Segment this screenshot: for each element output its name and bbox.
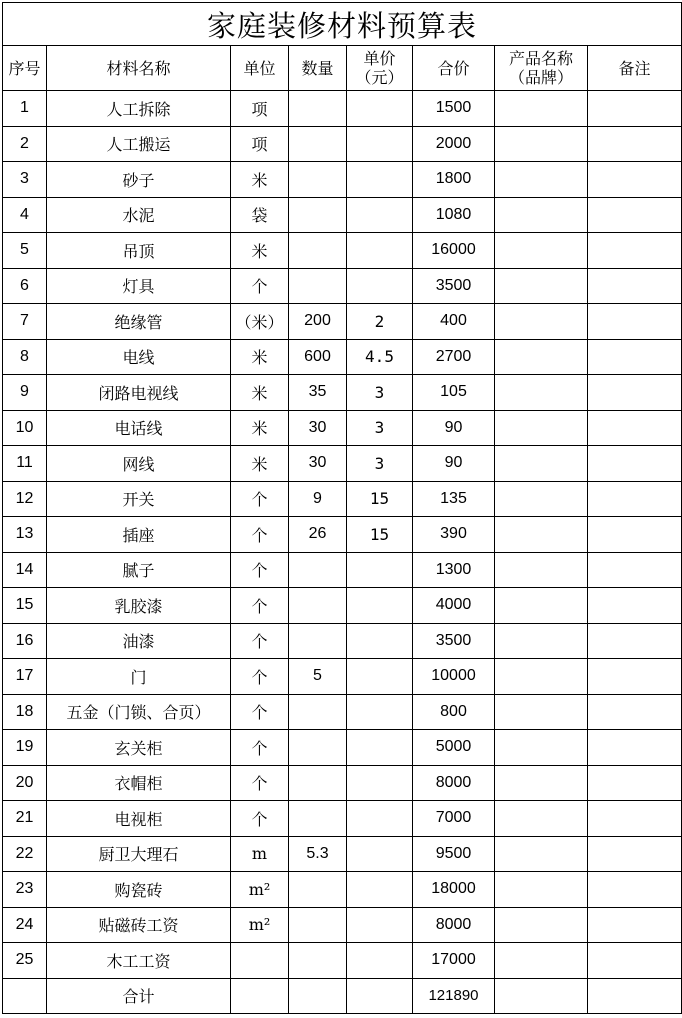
quantity-cell bbox=[289, 197, 347, 233]
row-index-cell: 6 bbox=[3, 268, 47, 304]
table-row bbox=[3, 872, 682, 908]
remark-cell bbox=[588, 588, 682, 624]
remark-cell bbox=[588, 907, 682, 943]
header-brand: 产品名称（品牌） bbox=[495, 46, 588, 91]
unit-price-cell bbox=[347, 872, 413, 908]
unit-cell: 个 bbox=[231, 517, 289, 553]
remark-cell bbox=[588, 836, 682, 872]
table-body bbox=[3, 91, 682, 979]
material-name-cell: 厨卫大理石 bbox=[47, 836, 231, 872]
remark-cell bbox=[588, 197, 682, 233]
table-row bbox=[3, 552, 682, 588]
row-index-cell: 9 bbox=[3, 375, 47, 411]
brand-cell bbox=[495, 446, 588, 482]
total-price-cell: 8000 bbox=[413, 765, 495, 801]
quantity-cell bbox=[289, 126, 347, 162]
brand-cell bbox=[495, 162, 588, 198]
material-name-cell: 贴磁砖工资 bbox=[47, 907, 231, 943]
table-row bbox=[3, 943, 682, 979]
unit-price-cell bbox=[347, 268, 413, 304]
table-row bbox=[3, 91, 682, 127]
table-row bbox=[3, 481, 682, 517]
header-total: 合价 bbox=[413, 46, 495, 91]
remark-cell bbox=[588, 730, 682, 766]
table-row bbox=[3, 268, 682, 304]
unit-price-cell bbox=[347, 588, 413, 624]
remark-cell bbox=[588, 517, 682, 553]
summary-price-cell bbox=[347, 978, 413, 1014]
table-row bbox=[3, 623, 682, 659]
remark-cell bbox=[588, 339, 682, 375]
brand-cell bbox=[495, 623, 588, 659]
total-price-cell: 1300 bbox=[413, 552, 495, 588]
unit-cell: 米 bbox=[231, 375, 289, 411]
row-index-cell: 24 bbox=[3, 907, 47, 943]
unit-cell: 个 bbox=[231, 659, 289, 695]
material-name-cell: 闭路电视线 bbox=[47, 375, 231, 411]
row-index-cell: 1 bbox=[3, 91, 47, 127]
budget-table bbox=[2, 2, 682, 1014]
table-row bbox=[3, 233, 682, 269]
summary-index-cell bbox=[3, 978, 47, 1014]
brand-cell bbox=[495, 233, 588, 269]
unit-price-cell bbox=[347, 801, 413, 837]
quantity-cell: 9 bbox=[289, 481, 347, 517]
quantity-cell bbox=[289, 588, 347, 624]
table-title: 家庭装修材料预算表 bbox=[3, 3, 682, 46]
brand-cell bbox=[495, 91, 588, 127]
brand-cell bbox=[495, 552, 588, 588]
total-price-cell: 90 bbox=[413, 446, 495, 482]
remark-cell bbox=[588, 659, 682, 695]
brand-cell bbox=[495, 588, 588, 624]
unit-cell: 米 bbox=[231, 339, 289, 375]
unit-cell: 米 bbox=[231, 162, 289, 198]
unit-cell: 个 bbox=[231, 481, 289, 517]
row-index-cell: 11 bbox=[3, 446, 47, 482]
quantity-cell: 30 bbox=[289, 446, 347, 482]
material-name-cell: 插座 bbox=[47, 517, 231, 553]
table-row bbox=[3, 694, 682, 730]
row-index-cell: 5 bbox=[3, 233, 47, 269]
material-name-cell: 砂子 bbox=[47, 162, 231, 198]
header-index: 序号 bbox=[3, 46, 47, 91]
material-name-cell: 电线 bbox=[47, 339, 231, 375]
header-unit: 单位 bbox=[231, 46, 289, 91]
summary-brand-cell bbox=[495, 978, 588, 1014]
unit-price-cell bbox=[347, 694, 413, 730]
total-price-cell: 2700 bbox=[413, 339, 495, 375]
quantity-cell: 30 bbox=[289, 410, 347, 446]
unit-price-cell bbox=[347, 91, 413, 127]
row-index-cell: 25 bbox=[3, 943, 47, 979]
quantity-cell: 26 bbox=[289, 517, 347, 553]
remark-cell bbox=[588, 268, 682, 304]
unit-price-cell bbox=[347, 233, 413, 269]
total-price-cell: 90 bbox=[413, 410, 495, 446]
brand-cell bbox=[495, 126, 588, 162]
table-row bbox=[3, 730, 682, 766]
unit-price-cell: 3 bbox=[347, 375, 413, 411]
total-price-cell: 10000 bbox=[413, 659, 495, 695]
unit-cell: 个 bbox=[231, 730, 289, 766]
unit-cell: 个 bbox=[231, 552, 289, 588]
row-index-cell: 8 bbox=[3, 339, 47, 375]
brand-cell bbox=[495, 765, 588, 801]
total-price-cell: 135 bbox=[413, 481, 495, 517]
unit-cell: 项 bbox=[231, 126, 289, 162]
brand-cell bbox=[495, 943, 588, 979]
remark-cell bbox=[588, 91, 682, 127]
quantity-cell bbox=[289, 233, 347, 269]
quantity-cell bbox=[289, 765, 347, 801]
material-name-cell: 电话线 bbox=[47, 410, 231, 446]
total-price-cell: 5000 bbox=[413, 730, 495, 766]
brand-cell bbox=[495, 659, 588, 695]
unit-price-cell bbox=[347, 765, 413, 801]
row-index-cell: 13 bbox=[3, 517, 47, 553]
brand-cell bbox=[495, 836, 588, 872]
material-name-cell: 玄关柜 bbox=[47, 730, 231, 766]
quantity-cell: 5.3 bbox=[289, 836, 347, 872]
row-index-cell: 4 bbox=[3, 197, 47, 233]
table-row bbox=[3, 375, 682, 411]
material-name-cell: 绝缘管 bbox=[47, 304, 231, 340]
unit-price-cell bbox=[347, 836, 413, 872]
total-price-cell: 3500 bbox=[413, 623, 495, 659]
brand-cell bbox=[495, 730, 588, 766]
summary-row bbox=[3, 978, 682, 1014]
total-price-cell: 1800 bbox=[413, 162, 495, 198]
quantity-cell bbox=[289, 162, 347, 198]
row-index-cell: 16 bbox=[3, 623, 47, 659]
quantity-cell bbox=[289, 694, 347, 730]
header-unit-price: 单价（元） bbox=[347, 46, 413, 91]
unit-cell: 项 bbox=[231, 91, 289, 127]
unit-cell: 个 bbox=[231, 694, 289, 730]
total-price-cell: 17000 bbox=[413, 943, 495, 979]
header-row bbox=[3, 46, 682, 91]
table-row bbox=[3, 801, 682, 837]
unit-price-cell: 4.5 bbox=[347, 339, 413, 375]
total-price-cell: 16000 bbox=[413, 233, 495, 269]
material-name-cell: 人工拆除 bbox=[47, 91, 231, 127]
row-index-cell: 12 bbox=[3, 481, 47, 517]
brand-cell bbox=[495, 872, 588, 908]
material-name-cell: 水泥 bbox=[47, 197, 231, 233]
table-row bbox=[3, 659, 682, 695]
unit-price-cell: 3 bbox=[347, 446, 413, 482]
unit-price-cell bbox=[347, 162, 413, 198]
total-price-cell: 1500 bbox=[413, 91, 495, 127]
material-name-cell: 网线 bbox=[47, 446, 231, 482]
material-name-cell: 五金（门锁、合页） bbox=[47, 694, 231, 730]
unit-price-cell: 15 bbox=[347, 481, 413, 517]
header-material-name: 材料名称 bbox=[47, 46, 231, 91]
row-index-cell: 14 bbox=[3, 552, 47, 588]
material-name-cell: 木工工资 bbox=[47, 943, 231, 979]
row-index-cell: 2 bbox=[3, 126, 47, 162]
remark-cell bbox=[588, 233, 682, 269]
material-name-cell: 乳胶漆 bbox=[47, 588, 231, 624]
quantity-cell bbox=[289, 623, 347, 659]
quantity-cell: 200 bbox=[289, 304, 347, 340]
total-price-cell: 800 bbox=[413, 694, 495, 730]
unit-price-cell bbox=[347, 126, 413, 162]
quantity-cell: 35 bbox=[289, 375, 347, 411]
remark-cell bbox=[588, 765, 682, 801]
total-price-cell: 1080 bbox=[413, 197, 495, 233]
material-name-cell: 门 bbox=[47, 659, 231, 695]
remark-cell bbox=[588, 623, 682, 659]
unit-cell: 袋 bbox=[231, 197, 289, 233]
material-name-cell: 吊顶 bbox=[47, 233, 231, 269]
total-price-cell: 2000 bbox=[413, 126, 495, 162]
total-price-cell: 3500 bbox=[413, 268, 495, 304]
material-name-cell: 灯具 bbox=[47, 268, 231, 304]
brand-cell bbox=[495, 801, 588, 837]
quantity-cell: 600 bbox=[289, 339, 347, 375]
remark-cell bbox=[588, 304, 682, 340]
row-index-cell: 15 bbox=[3, 588, 47, 624]
table-row bbox=[3, 197, 682, 233]
unit-price-cell bbox=[347, 943, 413, 979]
row-index-cell: 7 bbox=[3, 304, 47, 340]
summary-unit-cell bbox=[231, 978, 289, 1014]
table-row bbox=[3, 162, 682, 198]
brand-cell bbox=[495, 339, 588, 375]
remark-cell bbox=[588, 943, 682, 979]
summary-remark-cell bbox=[588, 978, 682, 1014]
total-price-cell: 390 bbox=[413, 517, 495, 553]
unit-price-cell bbox=[347, 197, 413, 233]
remark-cell bbox=[588, 481, 682, 517]
material-name-cell: 衣帽柜 bbox=[47, 765, 231, 801]
quantity-cell bbox=[289, 801, 347, 837]
unit-price-cell bbox=[347, 623, 413, 659]
material-name-cell: 腻子 bbox=[47, 552, 231, 588]
total-price-cell: 105 bbox=[413, 375, 495, 411]
total-price-cell: 9500 bbox=[413, 836, 495, 872]
unit-price-cell: 3 bbox=[347, 410, 413, 446]
table-row bbox=[3, 446, 682, 482]
brand-cell bbox=[495, 268, 588, 304]
unit-price-cell bbox=[347, 730, 413, 766]
unit-price-cell bbox=[347, 907, 413, 943]
quantity-cell bbox=[289, 907, 347, 943]
unit-cell: 个 bbox=[231, 623, 289, 659]
table-row bbox=[3, 410, 682, 446]
unit-cell: 米 bbox=[231, 233, 289, 269]
quantity-cell: 5 bbox=[289, 659, 347, 695]
total-price-cell: 400 bbox=[413, 304, 495, 340]
quantity-cell bbox=[289, 943, 347, 979]
row-index-cell: 18 bbox=[3, 694, 47, 730]
brand-cell bbox=[495, 481, 588, 517]
remark-cell bbox=[588, 375, 682, 411]
remark-cell bbox=[588, 162, 682, 198]
quantity-cell bbox=[289, 872, 347, 908]
material-name-cell: 开关 bbox=[47, 481, 231, 517]
remark-cell bbox=[588, 872, 682, 908]
table-row bbox=[3, 588, 682, 624]
table-row bbox=[3, 836, 682, 872]
remark-cell bbox=[588, 126, 682, 162]
table-row bbox=[3, 517, 682, 553]
remark-cell bbox=[588, 446, 682, 482]
row-index-cell: 20 bbox=[3, 765, 47, 801]
material-name-cell: 购瓷砖 bbox=[47, 872, 231, 908]
summary-total: 121890 bbox=[413, 978, 495, 1014]
total-price-cell: 4000 bbox=[413, 588, 495, 624]
unit-cell: 个 bbox=[231, 765, 289, 801]
material-name-cell: 电视柜 bbox=[47, 801, 231, 837]
unit-cell: m² bbox=[231, 907, 289, 943]
brand-cell bbox=[495, 197, 588, 233]
row-index-cell: 3 bbox=[3, 162, 47, 198]
unit-price-cell bbox=[347, 659, 413, 695]
table-row bbox=[3, 304, 682, 340]
row-index-cell: 10 bbox=[3, 410, 47, 446]
table-row bbox=[3, 907, 682, 943]
row-index-cell: 22 bbox=[3, 836, 47, 872]
remark-cell bbox=[588, 694, 682, 730]
summary-label: 合计 bbox=[47, 978, 231, 1014]
remark-cell bbox=[588, 410, 682, 446]
unit-price-cell: 15 bbox=[347, 517, 413, 553]
material-name-cell: 人工搬运 bbox=[47, 126, 231, 162]
material-name-cell: 油漆 bbox=[47, 623, 231, 659]
brand-cell bbox=[495, 694, 588, 730]
remark-cell bbox=[588, 801, 682, 837]
unit-price-cell bbox=[347, 552, 413, 588]
unit-cell: 米 bbox=[231, 446, 289, 482]
unit-cell bbox=[231, 943, 289, 979]
quantity-cell bbox=[289, 91, 347, 127]
table-row bbox=[3, 765, 682, 801]
header-quantity: 数量 bbox=[289, 46, 347, 91]
unit-cell: 个 bbox=[231, 801, 289, 837]
total-price-cell: 18000 bbox=[413, 872, 495, 908]
total-price-cell: 7000 bbox=[413, 801, 495, 837]
unit-cell: 个 bbox=[231, 268, 289, 304]
row-index-cell: 21 bbox=[3, 801, 47, 837]
unit-cell: m² bbox=[231, 872, 289, 908]
unit-cell: 米 bbox=[231, 410, 289, 446]
brand-cell bbox=[495, 517, 588, 553]
remark-cell bbox=[588, 552, 682, 588]
row-index-cell: 23 bbox=[3, 872, 47, 908]
unit-price-cell: 2 bbox=[347, 304, 413, 340]
unit-cell: 个 bbox=[231, 588, 289, 624]
brand-cell bbox=[495, 907, 588, 943]
total-price-cell: 8000 bbox=[413, 907, 495, 943]
quantity-cell bbox=[289, 268, 347, 304]
table-row bbox=[3, 126, 682, 162]
header-remark: 备注 bbox=[588, 46, 682, 91]
table-row bbox=[3, 339, 682, 375]
quantity-cell bbox=[289, 552, 347, 588]
brand-cell bbox=[495, 304, 588, 340]
quantity-cell bbox=[289, 730, 347, 766]
unit-cell: （米） bbox=[231, 304, 289, 340]
summary-qty-cell bbox=[289, 978, 347, 1014]
row-index-cell: 17 bbox=[3, 659, 47, 695]
brand-cell bbox=[495, 375, 588, 411]
row-index-cell: 19 bbox=[3, 730, 47, 766]
unit-cell: m bbox=[231, 836, 289, 872]
brand-cell bbox=[495, 410, 588, 446]
